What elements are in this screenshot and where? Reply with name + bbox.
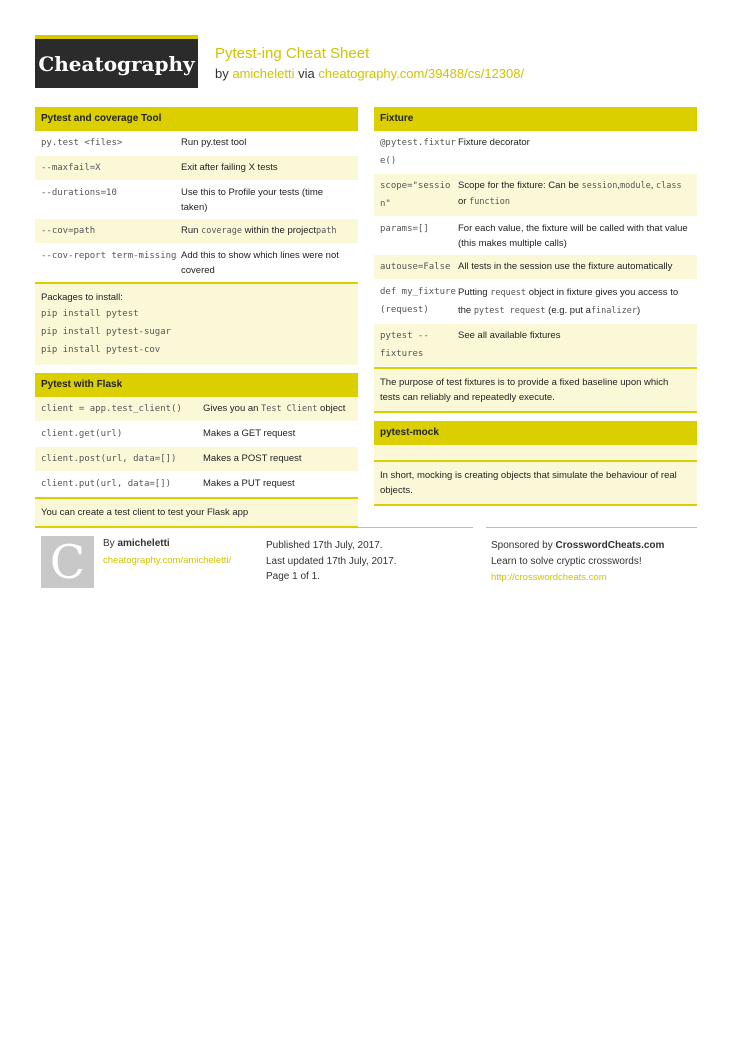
inline-code: function — [469, 197, 511, 207]
desc-cell: For each value, the fixture will be called with that value (this makes multiple calls) — [458, 223, 688, 249]
table-row — [374, 280, 697, 324]
desc-cell: Makes a POST request — [203, 453, 302, 464]
sheet-byline — [215, 66, 524, 81]
table-row — [35, 422, 358, 447]
desc-text: object in fixture gives you access to the — [458, 287, 679, 316]
desc-cell: Scope for the fixture: Can be session,module, class or function — [458, 180, 682, 207]
section-coverage — [35, 107, 358, 365]
table-row — [374, 174, 697, 217]
desc-cell: Add this to show which lines were not covered — [181, 250, 339, 276]
code-cell: client = app.test_client() — [41, 404, 182, 414]
desc-cell: Use this to Profile your tests (time taken) — [181, 187, 324, 213]
avatar: C — [41, 536, 94, 588]
desc-cell: Makes a PUT request — [203, 478, 295, 489]
table-row — [35, 447, 358, 472]
via-label: via — [298, 66, 315, 81]
cheatography-logo[interactable] — [35, 35, 198, 88]
desc-text: Run — [181, 225, 199, 236]
table-row — [35, 472, 358, 497]
desc-cell: Run py.test tool — [181, 137, 247, 148]
table-row — [35, 219, 358, 244]
desc-text: or — [458, 196, 467, 207]
desc-text: Scope for the fixture: Can be — [458, 180, 579, 191]
inline-code: session — [581, 181, 618, 191]
desc-text: Gives you an — [203, 403, 259, 414]
code-cell: --cov-report term-missing — [41, 251, 177, 261]
package-line: pip install pytest — [41, 309, 139, 319]
inline-code: path — [315, 226, 337, 236]
desc-text: object — [320, 403, 346, 414]
table-row — [35, 397, 358, 422]
author-link[interactable]: amicheletti — [232, 66, 295, 81]
by-label: by — [215, 66, 229, 81]
section-fixture — [374, 107, 697, 413]
updated-date: Last updated 17th July, 2017. — [266, 555, 397, 567]
code-cell: --maxfail=X — [41, 163, 101, 173]
desc-text: ) — [637, 305, 641, 316]
code-cell: params=[] — [380, 224, 429, 234]
footer-sponsor — [486, 527, 697, 596]
desc-cell — [181, 222, 352, 240]
desc-cell: All tests in the session use the fixture automatically — [458, 261, 673, 272]
desc-cell: Fixture decorator — [458, 137, 530, 148]
packages-label: Packages to install: — [41, 292, 123, 303]
right-column — [374, 107, 697, 514]
section-title: Pytest and coverage Tool — [35, 107, 358, 131]
inline-code: class — [656, 181, 682, 191]
package-line: pip install pytest-sugar — [41, 327, 172, 337]
mock-note: In short, mocking is creating objects that simulate the behaviour of real objects. — [374, 460, 697, 506]
desc-cell: Makes a GET request — [203, 428, 296, 439]
table-row — [374, 255, 697, 280]
inline-code: module — [620, 181, 651, 191]
code-cell: def my_fixture(request) — [380, 287, 456, 315]
section-title: pytest-mock — [374, 421, 697, 445]
section-title: Pytest with Flask — [35, 373, 358, 397]
table-row — [35, 131, 358, 156]
section-pytest-mock — [374, 421, 697, 506]
package-line: pip install pytest-cov — [41, 345, 161, 355]
code-cell: --cov=path — [41, 226, 96, 236]
desc-cell — [458, 283, 691, 320]
sponsor-name[interactable]: CrosswordCheats.com — [555, 540, 665, 551]
empty-row — [374, 445, 697, 460]
desc-text: within the project — [244, 225, 316, 236]
code-cell: py.test <files> — [41, 138, 123, 148]
table-row — [35, 156, 358, 181]
code-cell: client.put(url, data=[]) — [41, 479, 172, 489]
footer-dates-text — [266, 538, 396, 585]
table-row — [374, 131, 697, 174]
sponsor-line — [491, 538, 664, 554]
footer-author-url[interactable]: cheatography.com/amicheletti/ — [103, 555, 232, 566]
sponsor-prefix: Sponsored by — [491, 540, 553, 551]
table-row — [374, 217, 697, 255]
left-column — [35, 107, 358, 536]
inline-code: Test Client — [261, 404, 318, 414]
footer — [35, 527, 697, 597]
sheet-title: Pytest-ing Cheat Sheet — [215, 45, 370, 62]
inline-code: coverage — [201, 226, 243, 236]
page-number: Page 1 of 1. — [266, 571, 320, 582]
footer-by — [103, 538, 170, 549]
published-date: Published 17th July, 2017. — [266, 540, 383, 551]
inline-code: finalizer — [590, 306, 637, 316]
footer-author-name[interactable]: amicheletti — [117, 538, 170, 549]
sponsor-block — [491, 538, 664, 586]
section-title: Fixture — [374, 107, 697, 131]
table-row — [35, 181, 358, 219]
fixture-note: The purpose of test fixtures is to provide a fixed baseline upon which tests can reliably and repeatedly execute. — [374, 367, 697, 413]
code-cell: --durations=10 — [41, 188, 117, 198]
desc-text: (e.g. put a — [548, 305, 591, 316]
code-cell: scope="session" — [380, 181, 451, 209]
code-cell: autouse=False — [380, 262, 451, 272]
sponsor-url[interactable]: http://crosswordcheats.com — [491, 572, 607, 583]
code-cell: client.post(url, data=[]) — [41, 454, 177, 464]
packages-block — [35, 282, 358, 365]
desc-cell: See all available fixtures — [458, 330, 561, 341]
logo-text: Cheatography — [38, 51, 195, 76]
code-cell: @pytest.fixture() — [380, 138, 456, 166]
inline-code: pytest request — [473, 306, 546, 316]
sheet-url-link[interactable]: cheatography.com/39488/cs/12308/ — [318, 66, 525, 81]
code-cell: pytest --fixtures — [380, 331, 429, 359]
desc-text: Putting — [458, 287, 488, 298]
desc-cell — [203, 400, 352, 418]
table-row — [374, 324, 697, 367]
flask-note: You can create a test client to test your Flask app — [35, 497, 358, 528]
sponsor-tagline: Learn to solve cryptic crosswords! — [491, 556, 642, 567]
inline-code: request — [490, 288, 527, 298]
section-flask — [35, 373, 358, 528]
footer-dates — [261, 527, 473, 596]
footer-author — [35, 527, 247, 596]
desc-cell: Exit after failing X tests — [181, 162, 278, 173]
by-label: By — [103, 538, 115, 549]
code-cell: client.get(url) — [41, 429, 123, 439]
table-row — [35, 244, 358, 282]
